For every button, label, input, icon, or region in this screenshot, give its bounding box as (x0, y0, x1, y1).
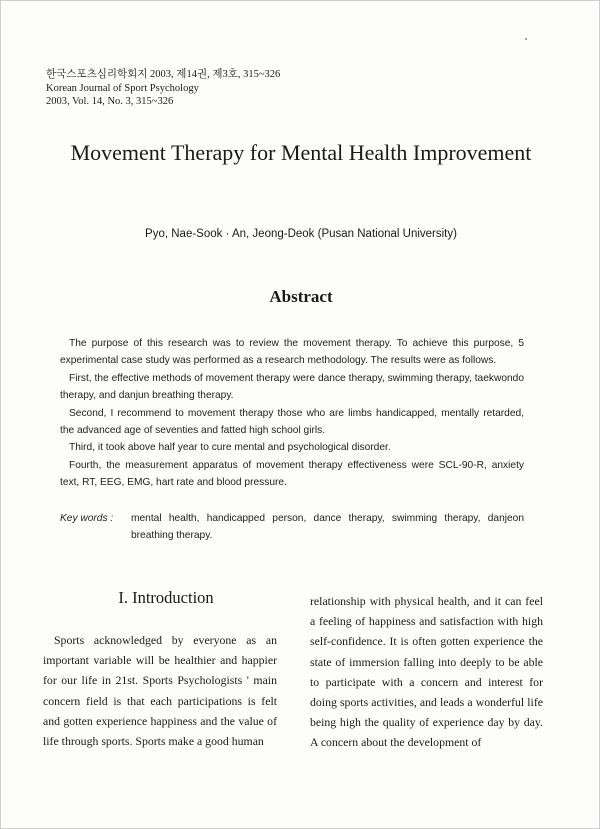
introduction-right-column (310, 591, 543, 753)
abstract-paragraph: Fourth, the measurement apparatus of movement therapy effectiveness were SCL-90-R, anxiety text, RT, EEG, EMG, hart rate and blood pressure. (60, 459, 524, 489)
journal-english-name: Korean Journal of Sport Psychology (46, 82, 199, 94)
journal-header (46, 68, 280, 109)
journal-korean-citation: 한국스포츠심리학회지 2003, 제14권, 제3호, 315~326 (46, 69, 281, 80)
abstract-paragraph: Third, it took above half year to cure mental and psychological disorder. (69, 442, 391, 454)
introduction-paragraph-continued: relationship with physical health, and it can feel a feeling of happiness and satisfaction with high self-confidence. It is often gotten experience the state of immersion falling into deeply to be able to participate with a concern and interest for doing sports activities, and leads a wonderful life being high the quality of experience day by day. A concern about the development of (310, 594, 543, 750)
keywords (60, 510, 524, 545)
abstract-paragraph: Second, I recommend to movement therapy those who are limbs handicapped, mentally retarded, the advanced age of seventies and fatted high school girls. (60, 407, 524, 437)
paper-title: Movement Therapy for Mental Health Improvement (70, 140, 532, 165)
introduction-paragraph: Sports acknowledged by everyone as an important variable will be healthier and happier for our life in 21st. Sports Psychologists ' main concern field is that each participations is felt and gotten experience happiness and the value of life through sports. Sports make a good human (43, 633, 277, 749)
scan-dot (525, 38, 527, 40)
abstract-body (60, 335, 524, 492)
introduction-heading: I. Introduction (118, 588, 214, 607)
keywords-label: Key words : (60, 513, 114, 524)
abstract-paragraph: First, the effective methods of movement therapy were dance therapy, swimming therapy, taekwondo therapy, and danjun breathing therapy. (60, 372, 524, 402)
keywords-text: mental health, handicapped person, dance therapy, swimming therapy, danjeon breathing therapy. (131, 513, 524, 542)
abstract-heading: Abstract (269, 287, 333, 306)
abstract-paragraph: The purpose of this research was to review the movement therapy. To achieve this purpose, 5 experimental case study was performed as a research methodology. The results were as follows. (60, 338, 524, 367)
journal-volume-info: 2003, Vol. 14, No. 3, 315~326 (46, 96, 174, 107)
paper-authors: Pyo, Nae-Sook · An, Jeong-Deok (Pusan National University) (145, 228, 457, 240)
introduction-left-column (43, 630, 277, 751)
